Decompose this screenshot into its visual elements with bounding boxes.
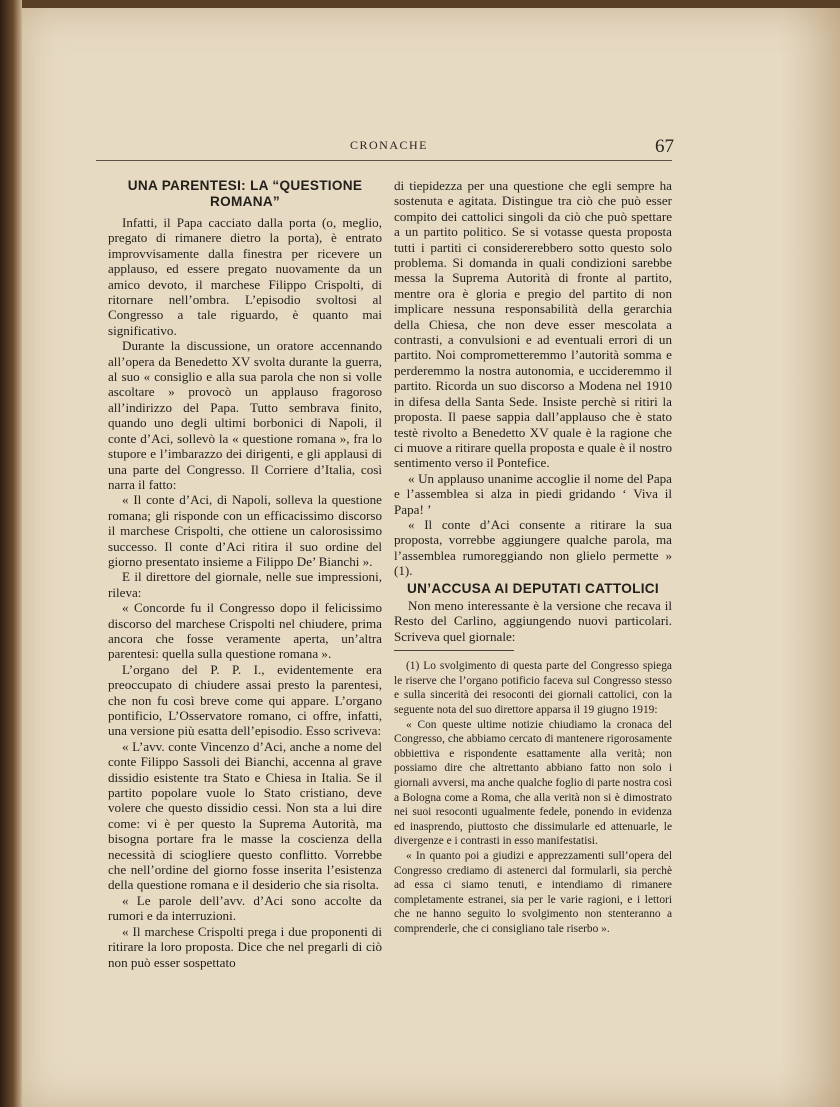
quote-paragraph: « Il marchese Crispolti prega i due proponenti di ritirare la loro proposta. Dice che nel pregarli di ciò non può esser sospettato xyxy=(108,923,382,970)
quote-paragraph: « Il conte d’Aci, di Napoli, solleva la questione romana; gli risponde con un efficacissimo discorso il marchese Crispolti, che ottiene un calorosissimo successo. Il conte d’Aci ritira il suo ordine del giorno presentato insieme a Filippo De’ Bianchi ». xyxy=(108,492,382,569)
paragraph-continued: di tiepidezza per una questione che egli sempre ha sostenuta e agitata. Distingue tra ciò che può esser compito dei cattolici singoli da ciò che può spettare a un partito politico. Se si votasse questa proposta tutti i partiti ci considererebbero sotto questo solo problema. Si domanda in quali condizioni sarebbe messa la Suprema Autorità di fronte al partito, mentre ora è gloria e pregio del partito di non implicare nessuna responsabilità della gerarchia della Chiesa, che non deve esser mescolata a contrasti, a convulsioni e ad eventuali errori di un partito. Noi comprometteremmo l’autorità somma e perderemmo la nostra autonomia, e uccideremmo il partito. Ricorda un suo discorso a Modena nel 1910 in difesa della Santa Sede. Insiste perchè si ritiri la proposta. Il paese sappia dall’applauso che è stato testè rivolto a Benedetto XV quale è la ragione che ci muove a ritirare quella proposta e quale è il nostro sentimento verso il Pontefice. xyxy=(394,178,672,471)
section-heading-questione-romana: UNA PARENTESI: LA “QUESTIONE ROMANA” xyxy=(127,178,363,209)
quote-paragraph: « Le parole dell’avv. d’Aci sono accolte da rumori e da interruzioni. xyxy=(108,892,382,924)
quote-paragraph: « Il conte d’Aci consente a ritirare la sua proposta, vorrebbe aggiungere qualche parola, ma l’assemblea rumoreggiando non glielo permette » (1). xyxy=(394,516,672,579)
footnote-rule xyxy=(394,650,514,651)
page-top-edge xyxy=(22,0,840,8)
paragraph: E il direttore del giornale, nelle sue impressioni, rileva: xyxy=(108,569,382,600)
running-head: CRONACHE xyxy=(350,138,429,152)
paragraph: Non meno interessante è la versione che recava il Resto del Carlino, aggiungendo nuovi particolari. Scriveva quel giornale: xyxy=(394,598,672,644)
footnote-paragraph: « Con queste ultime notizie chiudiamo la cronaca del Congresso, che abbiamo cercato di mantenere rigorosamente obbiettiva e rispondente esattamente alla verità; non possiamo dire che altrettanto abbiano fatto non solo i giornali avversi, ma anche qualche foglio di parte nostra così a Bologna come a Roma, che alla verità non si è dimostrato nei suoi resoconti ugualmente fedele, ponendo in evidenza ed inasprendo, piuttosto che dissimularle ed attenuarle, le divergenze e i contrasti in esso manifestatisi. xyxy=(394,718,672,848)
header-rule xyxy=(96,160,672,161)
book-spine xyxy=(0,0,22,1107)
quote-paragraph: « L’avv. conte Vincenzo d’Aci, anche a nome del conte Filippo Sassoli dei Bianchi, accenna al grave dissidio esistente tra Stato e Chiesa in Italia. Se il partito popolare vuole lo Stato cristiano, deve volere che questo dissidio cessi. Non sta a lui dire come: vi è per questo la Suprema Autorità, ma bisogna portare fra le masse la coscienza della necessità di sciogliere questo conflitto. Vorrebbe che nell’ordine del giorno fosse inserita l’esistenza della questione romana e il desiderio che sia risolta. xyxy=(108,738,382,893)
paragraph: L’organo del P. P. I., evidentemente era preoccupato di chiudere assai presto la parentesi, che non fu così breve come qui appare. L’organo pontificio, L’Osservatore romano, ci offre, infatti, una versione più esatta dell’episodio. Esso scriveva: xyxy=(108,661,382,739)
quote-paragraph: « Concorde fu il Congresso dopo il felicissimo discorso del marchese Crispolti nel chiudere, prima ancora che fosse veramente aperta, un’altra parentesi: quella sulla questione romana ». xyxy=(108,600,382,662)
section-heading-accusa: UN’ACCUSA AI DEPUTATI CATTOLICI xyxy=(407,580,659,596)
left-column xyxy=(108,178,382,970)
footnote xyxy=(394,659,672,936)
paragraph: Durante la discussione, un oratore accennando all’opera da Benedetto XV svolta durante la guerra, al suo « consiglio e alla sua parola che non si volle ascoltare » provocò un applauso fragoroso all’indirizzo del Papa. Tutto sembrava finito, quando uno degli ultimi borbonici di Napoli, il conte d’Aci, sollevò la « questione romana », fra lo stupore e l’imbarazzo dei dirigenti, e gli applausi di una parte del Congresso. Il Corriere d’Italia, così narra il fatto: xyxy=(108,338,382,492)
footnote-paragraph: (1) Lo svolgimento di questa parte del Congresso spiega le riserve che l’organo potificio faceva sul Congresso stesso e sulla sincerità dei resoconti dei giornali cattolici, con la seguente nota del suo direttore apparsa il 19 giugno 1919: xyxy=(394,660,672,717)
page-number: 67 xyxy=(655,136,674,157)
footnote-paragraph: « In quanto poi a giudizi e apprezzamenti sull’opera del Congresso crediamo di astenerci dal formularli, sia perchè ad essa ci siamo tenuti, e intendiamo di rimanere completamente estranei, sia per le varie ragioni, e i lettori che ne hanno seguito lo svolgimento non stenteranno a comprenderle, che ci consigliano tale riserbo ». xyxy=(394,850,672,935)
page-edge-shading xyxy=(780,8,840,1107)
paragraph: Infatti, il Papa cacciato dalla porta (o, meglio, pregato di rimanere dietro la porta), è entrato improvvisamente dalla finestra per ricevere un applauso, ed essere pregato nuovamente da un amico devoto, il marchese Filippo Crispolti, di ritornare nell’ombra. L’episodio svoltosi al Congresso a tale riguardo, è quanto mai significativo. xyxy=(108,215,382,338)
quote-paragraph: « Un applauso unanime accoglie il nome del Papa e l’assemblea si alza in piedi gridando ‘ Viva il Papa! ’ xyxy=(394,470,672,517)
right-column xyxy=(394,178,672,937)
